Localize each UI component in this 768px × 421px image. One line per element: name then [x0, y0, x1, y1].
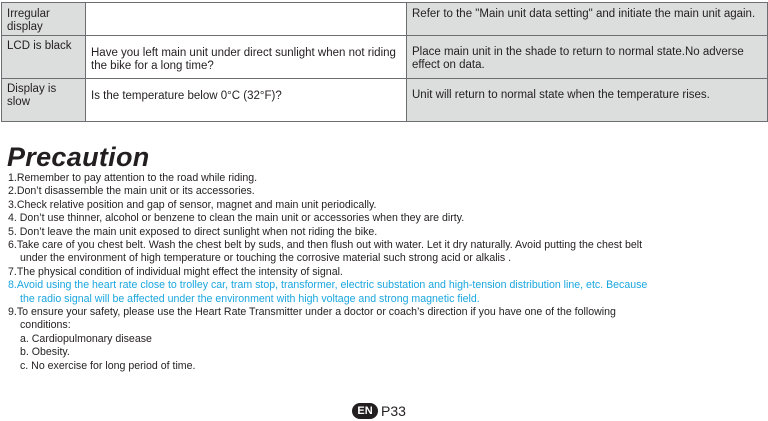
list-item	[8, 172, 768, 185]
list-item-continuation: conditions:	[20, 319, 71, 332]
list-item-text: 9.To ensure your safety, please use the Heart Rate Transmitter under a doctor or coach’s direction if you have one of the following	[8, 306, 616, 319]
symptom-cell: LCD is black	[2, 36, 86, 79]
symptom-cell: Display is slow	[2, 79, 86, 122]
precaution-list	[8, 172, 768, 373]
list-item-text: 3.Check relative position and gap of sensor, magnet and main unit periodically.	[8, 198, 377, 211]
list-item	[8, 239, 768, 266]
list-item-text: 5. Don’t leave the main unit exposed to direct sunlight when not riding the bike.	[8, 225, 378, 238]
condition-item: c. No exercise for long period of time.	[20, 359, 196, 372]
precaution-title: Precaution	[7, 142, 150, 172]
cause-cell: Have you left main unit under direct sunlight when not riding the bike for a long time?	[86, 36, 407, 79]
cause-cell: Is the temperature below 0°C (32°F)?	[86, 79, 407, 122]
list-item	[8, 306, 768, 373]
list-item	[8, 212, 768, 225]
list-item-text: 2.Don’t disassemble the main unit or its accessories.	[8, 185, 255, 198]
conditions-list	[8, 333, 768, 373]
language-badge: EN	[352, 403, 378, 419]
cause-cell	[86, 3, 407, 36]
list-item-continuation: under the environment of high temperature or touching the corrosive material such strong acid or alkalis .	[20, 252, 512, 265]
table-row	[2, 3, 768, 36]
list-item-text: 8.Avoid using the heart rate close to trolley car, tram stop, transformer, electric substation and high-tension distribution line, etc. Because	[8, 279, 648, 292]
remedy-cell: Unit will return to normal state when the temperature rises.	[407, 79, 768, 122]
list-item	[8, 266, 768, 279]
list-item	[8, 185, 768, 198]
troubleshooting-table	[1, 2, 768, 122]
list-item-highlighted	[8, 279, 768, 306]
list-item-text: 4. Don’t use thinner, alcohol or benzene to clean the main unit or accessories when they are dirty.	[8, 212, 465, 225]
condition-item: b. Obesity.	[20, 346, 70, 359]
table-row	[2, 36, 768, 79]
condition-item: a. Cardiopulmonary disease	[20, 332, 152, 345]
list-item	[8, 226, 768, 239]
remedy-cell: Place main unit in the shade to return to normal state.No adverse effect on data.	[407, 36, 768, 79]
table-row	[2, 79, 768, 122]
page-number: P33	[381, 403, 406, 419]
remedy-cell: Refer to the "Main unit data setting" and initiate the main unit again.	[407, 3, 768, 36]
symptom-cell: Irregular display	[2, 3, 86, 36]
list-item-text: 7.The physical condition of individual might effect the intensity of signal.	[8, 265, 343, 278]
list-item-text: 6.Take care of you chest belt. Wash the chest belt by suds, and then flush out with water. Let it dry naturally. Avoid putting the chest belt	[8, 239, 643, 252]
list-item	[8, 199, 768, 212]
list-item-text: 1.Remember to pay attention to the road while riding.	[8, 172, 258, 184]
page-footer	[352, 403, 406, 419]
list-item-continuation: the radio signal will be affected under the environment with high voltage and strong magnetic field.	[20, 292, 480, 305]
